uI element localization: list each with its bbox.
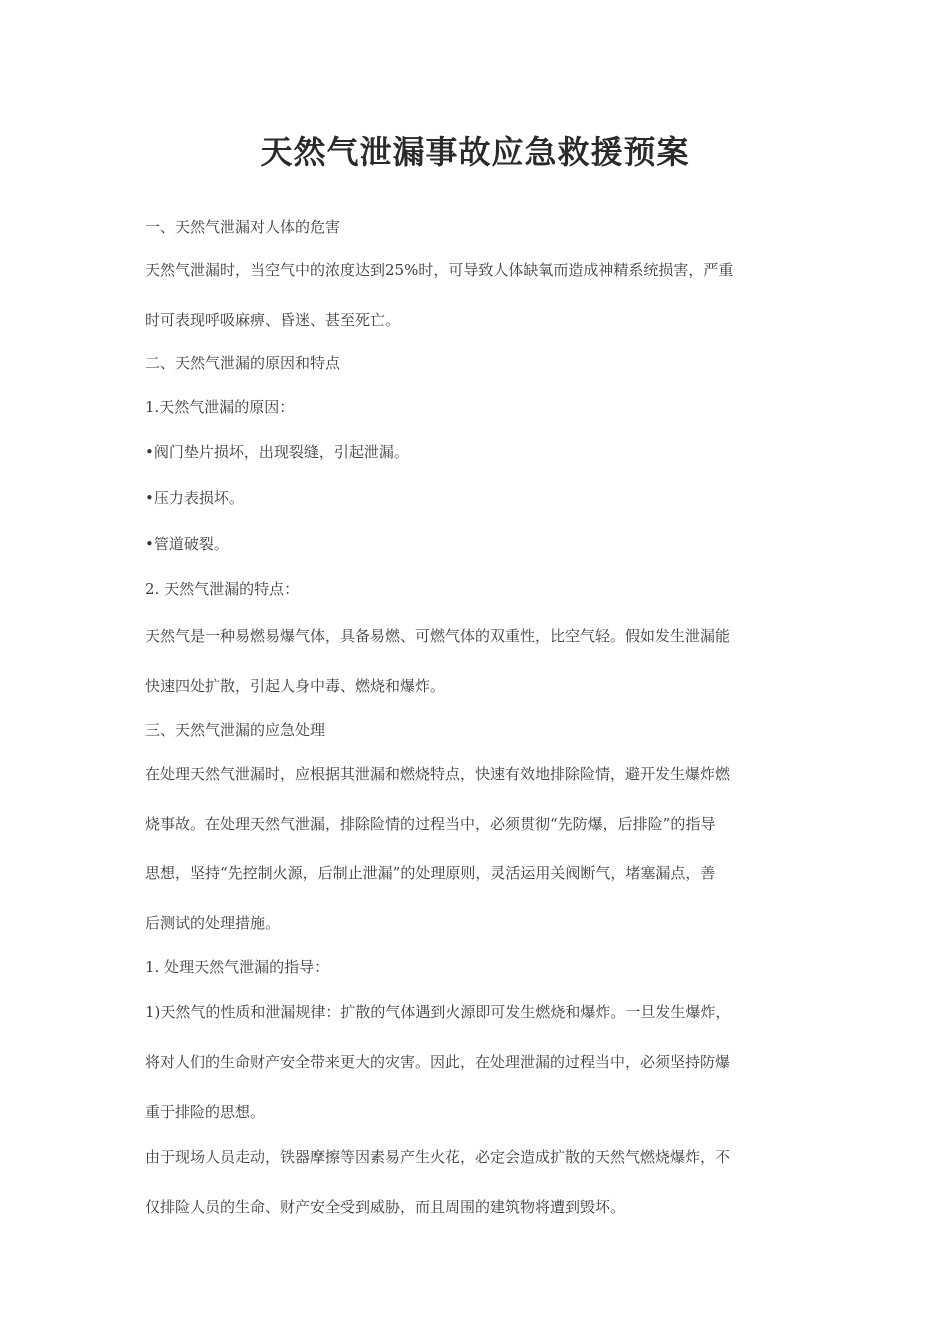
subheading: 2. 天然气泄漏的特点： — [145, 580, 300, 598]
paragraph-line: 快速四处扩散，引起人身中毒、燃烧和爆炸。 — [145, 677, 446, 695]
section-heading-3: 三、天然气泄漏的应急处理 — [145, 721, 326, 739]
paragraph-line: 天然气泄漏时，当空气中的浓度达到25%时，可导致人体缺氧而造成神精系统损害，严重 — [145, 261, 734, 279]
paragraph-line: 思想，坚持“先控制火源，后制止泄漏”的处理原则，灵活运用关阀断气，堵塞漏点，善 — [145, 864, 716, 882]
document-title: 天然气泄漏事故应急救援预案 — [260, 133, 690, 171]
bullet-item: •管道破裂。 — [145, 535, 229, 553]
section-heading-1: 一、天然气泄漏对人体的危害 — [145, 218, 341, 236]
paragraph-line: 时可表现呼吸麻痹、昏迷、甚至死亡。 — [145, 311, 401, 329]
paragraph-line: 天然气是一种易燃易爆气体，具备易燃、可燃气体的双重性，比空气轻。假如发生泄漏能 — [145, 627, 731, 645]
paragraph-line: 将对人们的生命财产安全带来更大的灾害。因此，在处理泄漏的过程当中，必须坚持防爆 — [145, 1053, 731, 1071]
bullet-item: •压力表损坏。 — [145, 489, 244, 507]
paragraph-line: 1)天然气的性质和泄漏规律：扩散的气体遇到火源即可发生燃烧和爆炸。一旦发生爆炸， — [145, 1003, 731, 1021]
paragraph-line: 烧事故。在处理天然气泄漏，排除险情的过程当中，必须贯彻“先防爆，后排险”的指导 — [145, 815, 716, 833]
paragraph-line: 在处理天然气泄漏时，应根据其泄漏和燃烧特点，快速有效地排除险情，避开发生爆炸燃 — [145, 765, 731, 783]
bullet-item: •阀门垫片损坏，出现裂缝，引起泄漏。 — [145, 443, 409, 461]
paragraph-line: 由于现场人员走动，铁器摩擦等因素易产生火花，必定会造成扩散的天然气燃烧爆炸，不 — [145, 1148, 731, 1166]
subheading: 1. 处理天然气泄漏的指导： — [145, 958, 330, 976]
section-heading-2: 二、天然气泄漏的原因和特点 — [145, 354, 341, 372]
subheading: 1.天然气泄漏的原因： — [145, 398, 295, 416]
paragraph-line: 仅排险人员的生命、财产安全受到威胁，而且周围的建筑物将遭到毁坏。 — [145, 1198, 626, 1216]
paragraph-line: 后测试的处理措施。 — [145, 914, 281, 932]
paragraph-line: 重于排险的思想。 — [145, 1103, 266, 1121]
